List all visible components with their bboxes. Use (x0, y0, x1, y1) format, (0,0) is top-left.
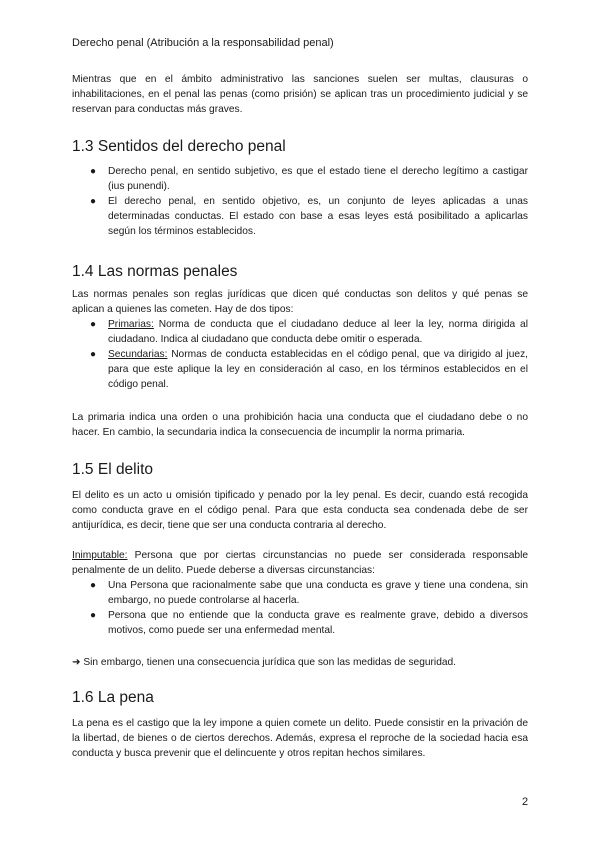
list-item: ● Derecho penal, en sentido subjetivo, es que el estado tiene el derecho legítimo a castigar (ius punendi). (90, 166, 528, 192)
bullet-icon: ● (90, 196, 97, 207)
list-item: ● Persona que no entiende que la conducta grave es realmente grave, debido a diversos motivos, como puede ser una enfermedad mental. (90, 610, 528, 636)
section-heading-1-5: 1.5 El delito (72, 461, 153, 478)
section-heading-1-6: 1.6 La pena (72, 689, 154, 706)
bullet-icon: ● (90, 166, 97, 177)
bullet-icon: ● (90, 610, 97, 621)
running-header: Derecho penal (Atribución a la responsabilidad penal) (72, 37, 334, 49)
section-1-6-paragraph: La pena es el castigo que la ley impone a quien comete un delito. Puede consistir en la privación de la libertad, de bienes o de ciertos derechos. Además, expresa el reproche de la sociedad hacia esa conducta y busca prevenir que el delincuente y otros repitan hechos similares. (72, 718, 528, 759)
section-1-5-paragraph: El delito es un acto u omisión tipificado y penado por la ley penal. Es decir, cuando está recogida como conducta grave en el código penal. Para que esta conducta sea condenada debe de ser antijurídica, es decir, tiene que ser una conducta contraria al derecho. (72, 490, 528, 531)
list-item: ● Una Persona que racionalmente sabe que una conducta es grave y tiene una condena, sin embargo, no puede controlarse al hacerla. (90, 580, 528, 606)
bullet-icon: ● (90, 349, 97, 360)
arrow-note: ➜ Sin embargo, tienen una consecuencia jurídica que son las medidas de seguridad. (72, 657, 457, 668)
term-inimputable: Inimputable: (72, 550, 128, 561)
section-1-4-intro: Las normas penales son reglas jurídicas que dicen qué conductas son delitos y qué penas se aplican a quienes las cometen. Hay de dos tipos: (72, 289, 528, 315)
section-1-4-list (72, 317, 528, 392)
inimputable-paragraph: Inimputable: Persona que por ciertas circunstancias no puede ser considerada responsable penalmente de un delito. Puede deberse a diversas circunstancias: (72, 550, 528, 576)
section-heading-1-4: 1.4 Las normas penales (72, 263, 238, 280)
section-heading-1-3: 1.3 Sentidos del derecho penal (72, 138, 286, 155)
term-secundarias: Secundarias: (108, 349, 168, 360)
list-item: ● Secundarias: Normas de conducta establecidas en el código penal, que va dirigido al juez, para que este aplique la ley en consideración al caso, en los términos establecidos en el código penal. (90, 349, 528, 390)
page-number: 2 (522, 796, 529, 808)
section-1-4-closing: La primaria indica una orden o una prohibición hacia una conducta que el ciudadano debe o no hacer. En cambio, la secundaria indica la consecuencia de incumplir la norma primaria. (72, 412, 528, 438)
section-1-5-list (72, 578, 528, 638)
term-primarias: Primarias: (108, 319, 154, 330)
bullet-icon: ● (90, 319, 97, 330)
list-item: ● Primarias: Norma de conducta que el ciudadano deduce al leer la ley, norma dirigida al ciudadano. Indica al ciudadano que conducta debe omitir o esperada. (90, 319, 528, 345)
intro-paragraph: Mientras que en el ámbito administrativo las sanciones suelen ser multas, clausuras o inhabilitaciones, en el penal las penas (como prisión) se aplican tras un procedimiento judicial y se reservan para conductas más graves. (72, 74, 528, 115)
section-1-3-list (72, 164, 528, 239)
list-item: ● El derecho penal, en sentido objetivo, es, un conjunto de leyes aplicadas a unas determinadas conductas. El estado con base a esas leyes está posibilitado a aplicarlas según los términos establecidos. (90, 196, 528, 237)
bullet-icon: ● (90, 580, 97, 591)
